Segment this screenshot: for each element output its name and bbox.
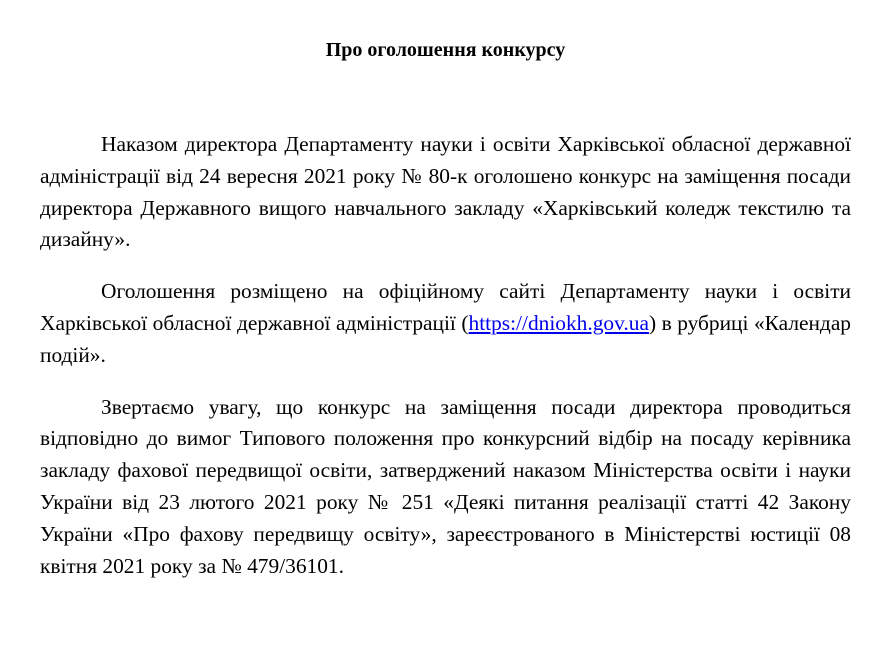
paragraph-regulations-notice: Звертаємо увагу, що конкурс на заміщення посади директора проводиться відповідно до вимог Типового положення про конкурсний відбір на посаду керівника закладу фахової передвищої освіти, затверджений наказом Міністерства освіти і науки України від 23 лютого 2021 року № 251 «Деякі питання реалізації статті 42 Закону України «Про фахову передвищу освіту», зареєстрованого в Міністерстві юстиції 08 квітня 2021 року за № 479/36101.: [40, 394, 851, 578]
paragraph-publication-info: [40, 276, 851, 371]
paragraph-order-announcement: Наказом директора Департаменту науки і освіти Харківської обласної державної адміністрації від 24 вересня 2021 року № 80-к оголошено конкурс на заміщення посади директора Державного вищого навчального закладу «Харківський коледж текстилю та дизайну».: [40, 132, 851, 252]
paragraph-text-after-link: ) в рубриці «Календар подій».: [40, 310, 852, 367]
document-title: Про оголошення конкурсу: [325, 39, 566, 61]
paragraph-text-before-link: Оголошення розміщено на офіційному сайті Департаменту науки і освіти Харківської обласної державної адміністрації (: [40, 279, 851, 335]
document-page: [40, 0, 851, 582]
department-website-link[interactable]: https://dniokh.gov.ua: [468, 310, 649, 335]
